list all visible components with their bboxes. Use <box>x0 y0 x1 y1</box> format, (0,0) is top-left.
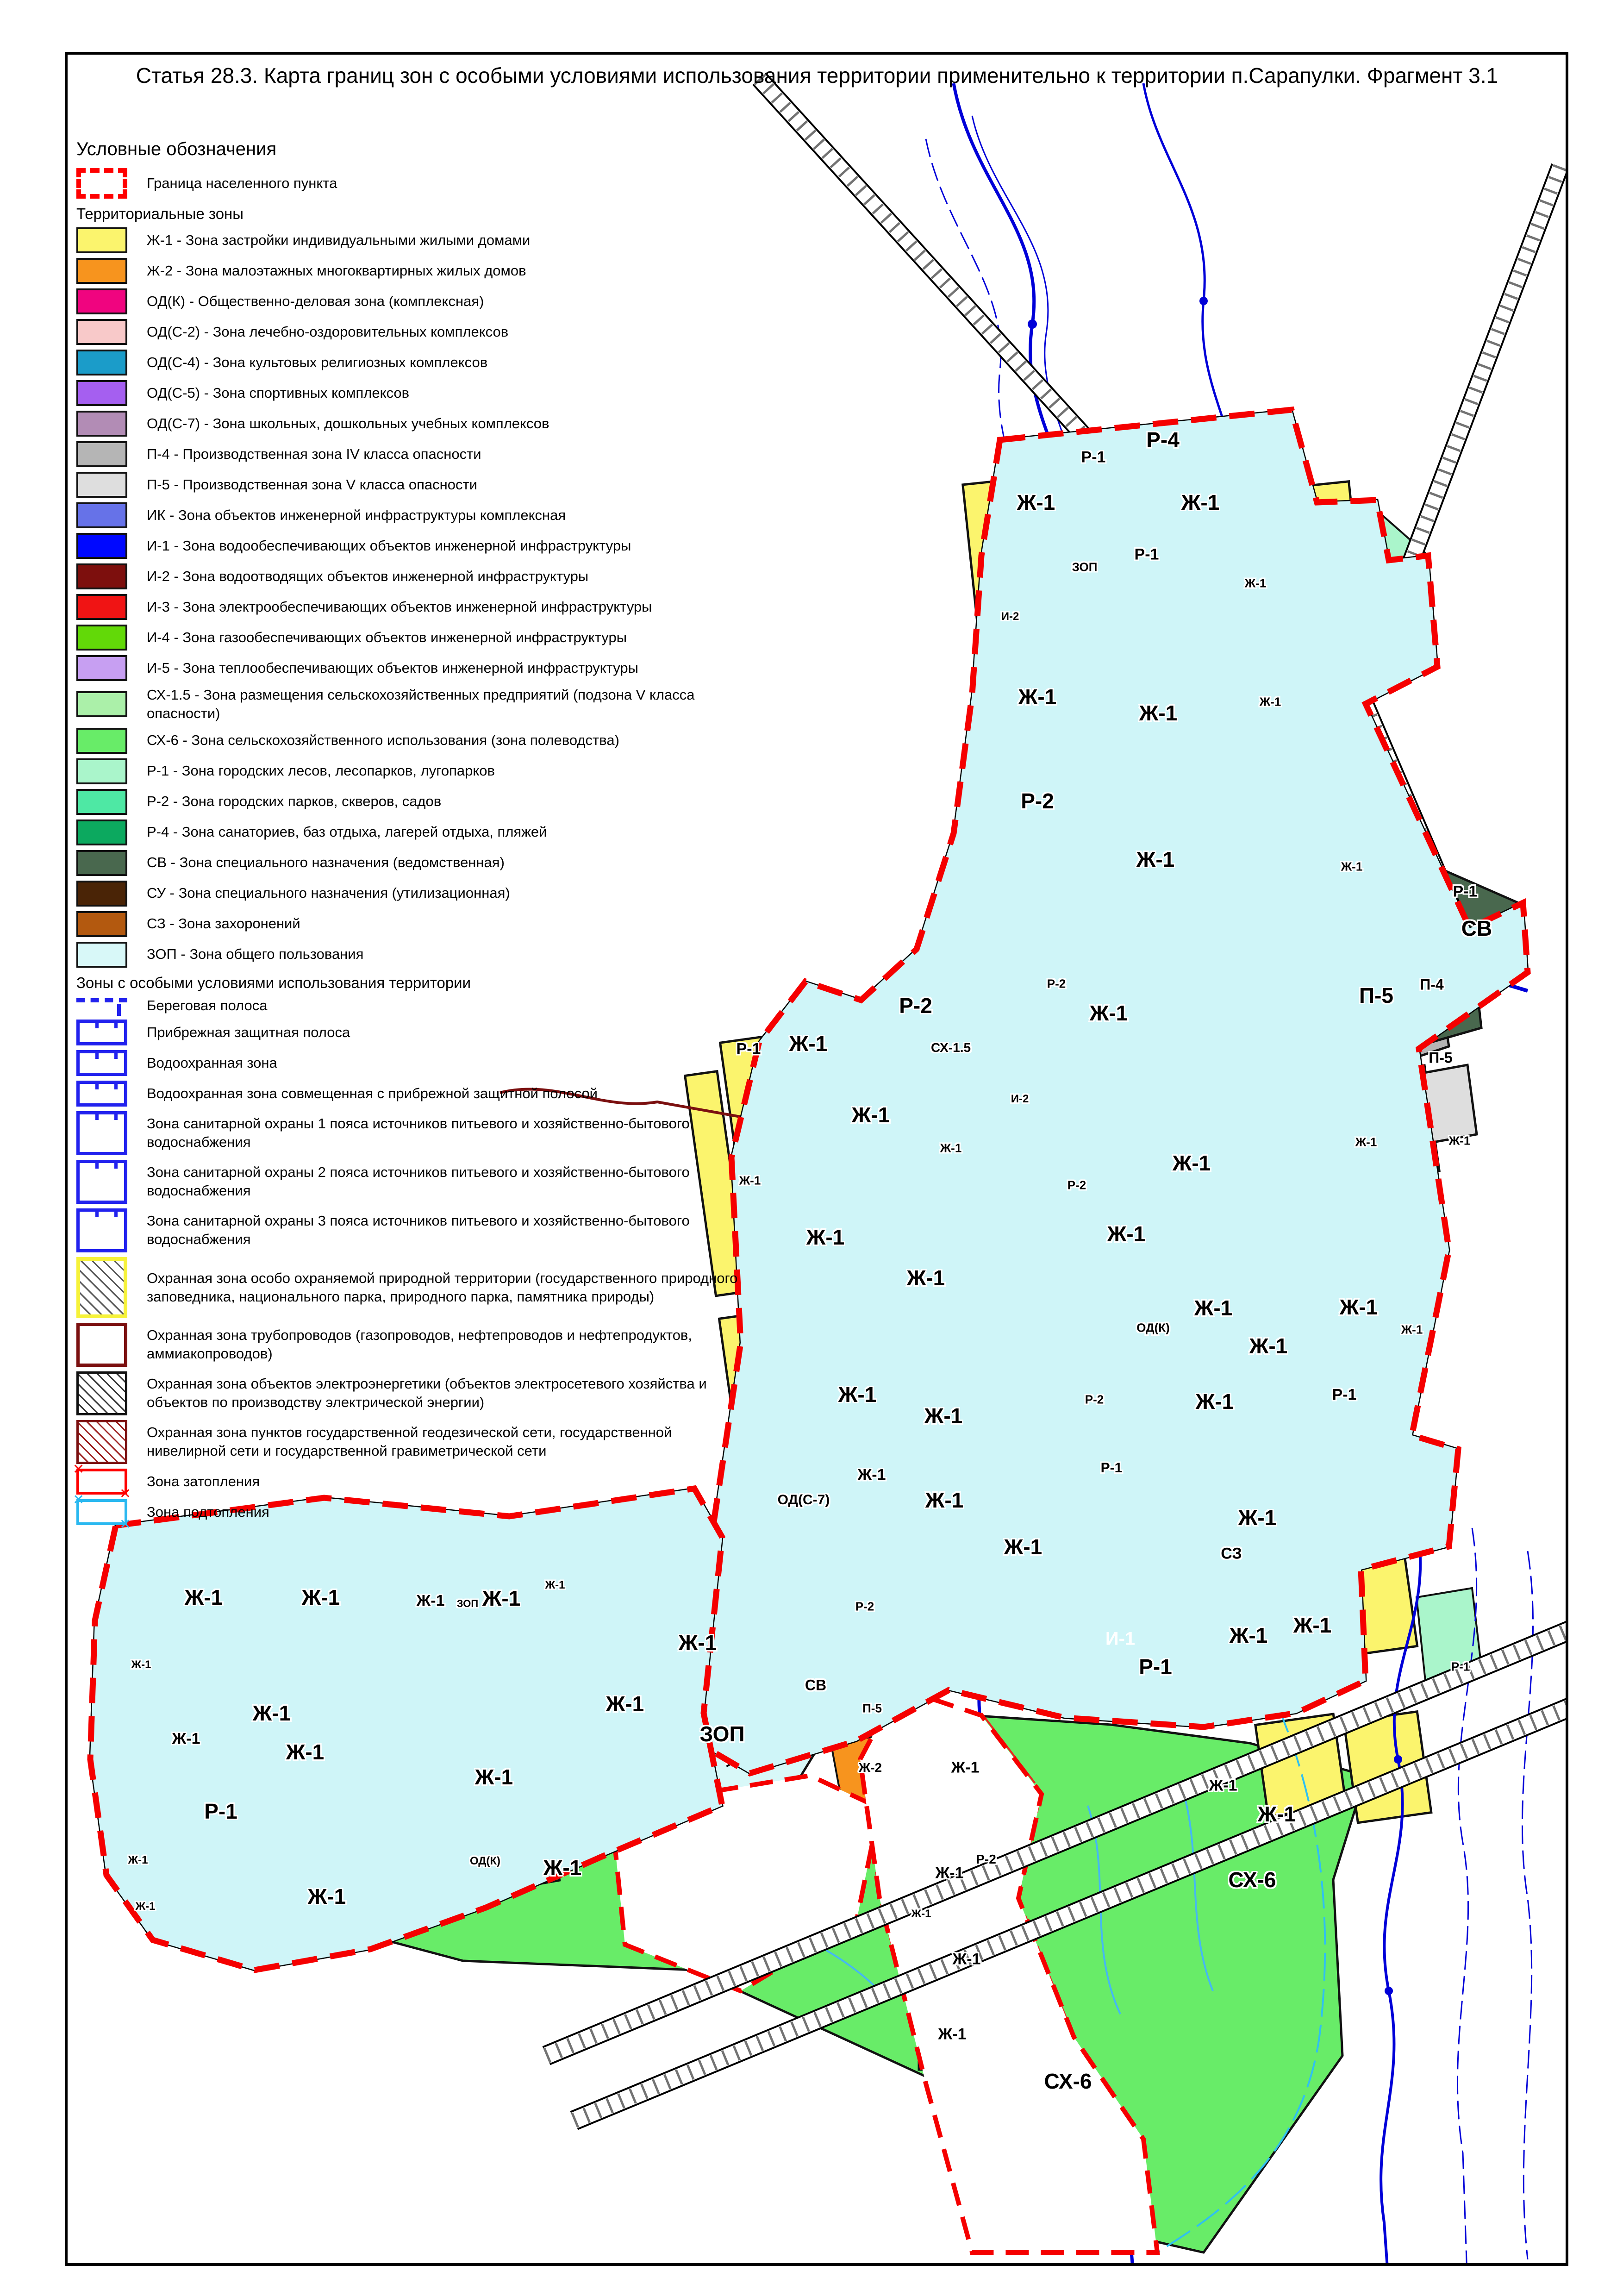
legend-item-label: СУ - Зона специального назначения (утилизационная) <box>147 885 510 901</box>
legend-item-label: И-4 - Зона газообеспечивающих объектов инженерной инфраструктуры <box>147 629 627 645</box>
map-zone-label-Р-2: Р-2 <box>1085 1392 1104 1407</box>
map-zone-label-Ж-1: Ж-1 <box>1172 1151 1211 1175</box>
map-zone-label-Р-1: Р-1 <box>1332 1386 1357 1404</box>
map-zone-label-Ж-1: Ж-1 <box>184 1585 223 1609</box>
zone-swatch <box>76 820 127 845</box>
zone-swatch <box>76 728 127 754</box>
legend-item-label: СВ - Зона специального назначения (ведомственная) <box>147 854 505 871</box>
legend-item-label: ОД(С-5) - Зона спортивных комплексов <box>147 384 410 401</box>
legend-item-ОД(С-4) <box>76 350 771 375</box>
legend-item-label: Водоохранная зона совмещенная с прибрежной защитной полосой <box>147 1085 598 1101</box>
bluebox-swatch <box>76 1160 127 1204</box>
legend-item-label: Зона затопления <box>147 1473 260 1489</box>
legend-item-Р-1 <box>76 758 771 784</box>
territorial-zones-list <box>76 227 771 968</box>
legend-header: Условные обозначения <box>76 139 277 159</box>
zone-swatch <box>76 288 127 314</box>
hatch-yellow-swatch <box>76 1257 127 1318</box>
map-zone-label-Ж-1: Ж-1 <box>1249 1334 1288 1358</box>
map-zone-label-И-1: И-1 <box>1105 1628 1136 1649</box>
legend-special-item-7 <box>76 1257 771 1318</box>
map-zone-label-Р-2: Р-2 <box>976 1852 996 1866</box>
legend-special-item-12 <box>76 1499 771 1525</box>
legend-item-label: Р-4 - Зона санаториев, баз отдыха, лагерей отдыха, пляжей <box>147 824 547 840</box>
map-zone-label-Ж-1: Ж-1 <box>940 1141 962 1155</box>
map-zone-label-ОД(К): ОД(К) <box>1136 1320 1170 1335</box>
map-zone-label-Р-2: Р-2 <box>855 1599 874 1614</box>
legend-item-label: СХ-1.5 - Зона размещения сельскохозяйственных предприятий (подзона V класса опасности) <box>147 687 695 722</box>
legend-item-label: Граница населенного пункта <box>147 175 337 191</box>
zone-swatch <box>76 594 127 620</box>
bluebox-swatch <box>76 1208 127 1252</box>
legend-item-label: Зона санитарной охраны 1 пояса источников питьевого и хозяйственно-бытового водоснабжения <box>147 1115 690 1151</box>
outline-darkred-swatch <box>76 1323 127 1367</box>
zone-swatch <box>76 227 127 253</box>
legend-item-label: ОД(С-2) - Зона лечебно-оздоровительных комплексов <box>147 323 509 340</box>
map-zone-label-Р-1: Р-1 <box>1100 1460 1123 1476</box>
bluebox-swatch <box>76 1020 127 1045</box>
map-zone-label-Р-2: Р-2 <box>899 994 932 1018</box>
legend-item-label: П-4 - Производственная зона IV класса опасности <box>147 445 481 462</box>
zone-swatch <box>76 655 127 681</box>
map-zone-label-СХ-6: СХ-6 <box>1044 2069 1092 2093</box>
hatch-black-swatch <box>76 1371 127 1415</box>
bluebox-swatch <box>76 1111 127 1155</box>
legend-item-И-2 <box>76 563 771 589</box>
bluebox-swatch <box>76 1050 127 1076</box>
zone-swatch <box>76 502 127 528</box>
map-zone-label-Ж-1: Ж-1 <box>925 1488 964 1512</box>
map-zone-label-Ж-1: Ж-1 <box>1238 1506 1277 1530</box>
legend-item-СЗ <box>76 911 771 937</box>
legend-item-label: СЗ - Зона захоронений <box>147 915 300 932</box>
dashline-swatch <box>76 996 127 1015</box>
legend-item-label: Береговая полоса <box>147 997 268 1013</box>
legend-special-item-6 <box>76 1208 771 1252</box>
map-zone-label-Ж-1: Ж-1 <box>806 1225 845 1249</box>
map-zone-label-Ж-1: Ж-1 <box>1448 1133 1471 1148</box>
map-zone-label-Ж-1: Ж-1 <box>1018 685 1057 709</box>
map-zone-label-Ж-1: Ж-1 <box>1017 490 1055 514</box>
map-zone-label-Ж-1: Ж-1 <box>1259 694 1281 709</box>
map-zone-label-ЗОП: ЗОП <box>1072 560 1098 574</box>
legend-item-СХ-6 <box>76 728 771 754</box>
legend-item-settlement-boundary <box>76 168 771 199</box>
special-zones-list <box>76 996 771 1525</box>
map-zone-label-Ж-1: Ж-1 <box>1136 847 1175 871</box>
map-zone-label-Ж-1: Ж-1 <box>606 1692 644 1716</box>
map-zone-label-Ж-1: Ж-1 <box>838 1383 877 1407</box>
x-cyan-swatch <box>76 1499 127 1525</box>
zone-swatch <box>76 411 127 437</box>
map-zone-label-Ж-1: Ж-1 <box>545 1579 565 1591</box>
map-zone-label-Р-2: Р-2 <box>1067 1178 1086 1192</box>
map-zone-label-Ж-1: Ж-1 <box>1004 1535 1042 1559</box>
map-zone-label-И-2: И-2 <box>1011 1093 1029 1105</box>
legend-item-ИК <box>76 502 771 528</box>
map-zone-label-Ж-1: Ж-1 <box>128 1854 148 1866</box>
map-zone-label-Ж-1: Ж-1 <box>307 1884 346 1908</box>
zone-swatch <box>76 789 127 815</box>
legend-special-item-1 <box>76 1020 771 1045</box>
page-title: Статья 28.3. Карта границ зон с особыми условиями использования территории применительно к территории п.Сарапулки. Фрагмент 3.1 <box>136 63 1498 88</box>
map-zone-label-И-2: И-2 <box>1001 610 1019 623</box>
territorial-zones-header: Территориальные зоны <box>76 205 244 222</box>
map-zone-label-Р-1: Р-1 <box>1451 1659 1470 1674</box>
map-zone-label-Ж-1: Ж-1 <box>131 1658 151 1671</box>
map-zone-label-СХ-6: СХ-6 <box>1228 1868 1276 1892</box>
map-zone-label-Р-1: Р-1 <box>1453 882 1478 901</box>
legend-item-label: Охранная зона трубопроводов (газопроводов, нефтепроводов и нефтепродуктов, аммиакопроводов) <box>147 1327 693 1362</box>
legend-special-item-2 <box>76 1050 771 1076</box>
legend-item-И-4 <box>76 625 771 651</box>
map-zone-label-Ж-1: Ж-1 <box>1355 1135 1377 1149</box>
bluebox-swatch <box>76 1081 127 1107</box>
zone-swatch <box>76 881 127 907</box>
legend-item-label: ОД(К) - Общественно-деловая зона (комплексная) <box>147 293 484 309</box>
legend-item-label: Зона подтопления <box>147 1503 269 1520</box>
map-zone-label-П-4: П-4 <box>1420 976 1444 993</box>
zone-swatch <box>76 380 127 406</box>
zone-swatch <box>76 533 127 559</box>
map-zone-label-Ж-1: Ж-1 <box>1229 1623 1268 1647</box>
legend-special-item-11 <box>76 1469 771 1495</box>
zone-swatch <box>76 625 127 651</box>
map-zone-label-Ж-1: Ж-1 <box>1194 1296 1233 1320</box>
legend-item-ОД(С-7) <box>76 411 771 437</box>
legend-item-label: ЗОП - Зона общего пользования <box>147 946 364 963</box>
map-zone-label-Ж-1: Ж-1 <box>252 1701 291 1725</box>
zone-swatch <box>76 350 127 375</box>
legend-item-И-1 <box>76 533 771 559</box>
map-zone-label-П-5: П-5 <box>1359 983 1393 1007</box>
legend-item-СВ <box>76 850 771 876</box>
legend-item-label: ОД(С-7) - Зона школьных, дошкольных учебных комплексов <box>147 415 549 432</box>
map-zone-label-Ж-1: Ж-1 <box>935 1864 964 1882</box>
map-zone-label-Ж-1: Ж-1 <box>911 1908 931 1920</box>
map-zone-label-П-5: П-5 <box>1429 1049 1453 1066</box>
legend-item-П-4 <box>76 441 771 467</box>
map-zone-label-Р-1: Р-1 <box>1139 1655 1172 1679</box>
legend-item-label: Водоохранная зона <box>147 1054 277 1071</box>
map-zone-label-Ж-1: Ж-1 <box>952 1950 981 1968</box>
map-zone-label-Ж-1: Ж-1 <box>172 1730 200 1748</box>
settlement-boundary-swatch <box>76 168 127 199</box>
map-zone-label-Ж-1: Ж-1 <box>1209 1777 1237 1795</box>
legend-item-label: Охранная зона особо охраняемой природной территории (государственного природного заповедника, национального парка, природного парка, памятника природы) <box>147 1270 738 1305</box>
legend-item-И-3 <box>76 594 771 620</box>
map-zone-label-Ж-1: Ж-1 <box>789 1032 828 1056</box>
legend-item-label: Ж-2 - Зона малоэтажных многоквартирных жилых домов <box>147 262 526 279</box>
map-zone-label-СВ: СВ <box>805 1677 827 1694</box>
map-zone-label-П-5: П-5 <box>862 1701 882 1715</box>
legend-item-Ж-2 <box>76 258 771 284</box>
map-zone-label-Р-1: Р-1 <box>1081 448 1106 466</box>
map-zone-label-ОД(С-7): ОД(С-7) <box>777 1492 830 1508</box>
legend-item-ОД(К) <box>76 288 771 314</box>
legend-item-ОД(С-5) <box>76 380 771 406</box>
map-zone-label-Ж-1: Ж-1 <box>135 1900 156 1913</box>
legend-special-item-4 <box>76 1111 771 1155</box>
map-zone-label-Ж-1: Ж-1 <box>1339 1295 1378 1319</box>
map-zone-label-СВ: СВ <box>1461 916 1492 940</box>
map-zone-label-Ж-1: Ж-1 <box>416 1592 445 1610</box>
hatch-darkred-swatch <box>76 1420 127 1464</box>
legend-item-label: И-5 - Зона теплообеспечивающих объектов инженерной инфраструктуры <box>147 659 638 676</box>
legend-item-label: П-5 - Производственная зона V класса опасности <box>147 476 477 493</box>
legend-item-label: Ж-1 - Зона застройки индивидуальными жилыми домами <box>147 231 531 248</box>
map-zone-label-Ж-1: Ж-1 <box>851 1103 890 1127</box>
map-zone-label-Ж-1: Ж-1 <box>474 1765 513 1789</box>
zone-swatch <box>76 472 127 498</box>
legend-item-label: И-3 - Зона электрообеспечивающих объектов инженерной инфраструктуры <box>147 598 652 615</box>
map-zone-label-Ж-1: Ж-1 <box>1293 1613 1332 1637</box>
legend-item-label: ИК - Зона объектов инженерной инфраструктуры комплексная <box>147 507 566 523</box>
legend-special-item-9 <box>76 1371 771 1415</box>
map-zone-label-ЗОП: ЗОП <box>699 1722 745 1746</box>
map-zone-label-Ж-1: Ж-1 <box>924 1404 963 1428</box>
legend-item-label: Охранная зона объектов электроэнергетики (объектов электросетевого хозяйства и объектов по производству электрической энергии) <box>147 1376 707 1411</box>
map-zone-label-Р-1: Р-1 <box>1134 545 1159 563</box>
legend-item-ОД(С-2) <box>76 319 771 345</box>
map-zone-label-Ж-1: Ж-1 <box>482 1586 521 1610</box>
zone-swatch <box>76 563 127 589</box>
zone-swatch <box>76 942 127 968</box>
map-zone-label-Ж-1: Ж-1 <box>857 1466 886 1484</box>
map-zone-label-СЗ: СЗ <box>1221 1545 1242 1563</box>
map-zone-label-Ж-1: Ж-1 <box>1341 859 1363 874</box>
legend-item-label: Зона санитарной охраны 2 пояса источников питьевого и хозяйственно-бытового водоснабжения <box>147 1164 690 1199</box>
zone-swatch <box>76 258 127 284</box>
map-zone-label-Ж-1: Ж-1 <box>286 1740 325 1764</box>
map-zone-label-Ж-1: Ж-1 <box>1401 1322 1423 1337</box>
legend-item-СУ <box>76 881 771 907</box>
legend-special-item-0 <box>76 996 771 1015</box>
legend-special-item-3 <box>76 1081 771 1107</box>
zone-swatch <box>76 319 127 345</box>
map-zone-label-Ж-1: Ж-1 <box>739 1173 761 1188</box>
map-zone-label-Ж-1: Ж-1 <box>1244 576 1267 590</box>
legend-item-Р-4 <box>76 820 771 845</box>
map-zone-label-Ж-1: Ж-1 <box>1089 1001 1128 1025</box>
zone-swatch <box>76 691 127 717</box>
map-zone-label-Ж-1: Ж-1 <box>1195 1389 1234 1414</box>
map-zone-label-Ж-1: Ж-1 <box>1139 701 1178 725</box>
legend-item-label: Р-1 - Зона городских лесов, лесопарков, лугопарков <box>147 763 495 779</box>
map-zone-label-Ж-1: Ж-1 <box>1181 490 1220 514</box>
legend-item-label: И-1 - Зона водообеспечивающих объектов инженерной инфраструктуры <box>147 537 631 554</box>
legend-special-item-10 <box>76 1420 771 1464</box>
legend-item-СХ-1.5 <box>76 686 771 723</box>
map-zone-label-Ж-1: Ж-1 <box>938 2025 967 2043</box>
legend-item-П-5 <box>76 472 771 498</box>
zone-swatch <box>76 441 127 467</box>
zone-swatch <box>76 850 127 876</box>
map-zone-label-Р-4: Р-4 <box>1146 428 1180 452</box>
legend-item-label: Зона санитарной охраны 3 пояса источников питьевого и хозяйственно-бытового водоснабжения <box>147 1213 690 1248</box>
legend-special-item-8 <box>76 1323 771 1367</box>
map-zone-label-Ж-1: Ж-1 <box>1107 1222 1146 1246</box>
map-zone-label-Ж-1: Ж-1 <box>1257 1802 1296 1826</box>
map-zone-label-Ж-1: Ж-1 <box>301 1585 340 1609</box>
map-zone-label-Р-2: Р-2 <box>1047 976 1066 991</box>
zone-swatch <box>76 758 127 784</box>
zone-swatch <box>76 911 127 937</box>
legend-item-label: ОД(С-4) - Зона культовых религиозных комплексов <box>147 354 488 370</box>
legend-item-label: Охранная зона пунктов государственной геодезической сети, государственной нивелирной сети и государственной гравиметрической сети <box>147 1424 672 1459</box>
map-zone-label-Ж-1: Ж-1 <box>543 1856 582 1880</box>
legend-item-ЗОП <box>76 942 771 968</box>
map-zone-label-Р-1: Р-1 <box>736 1040 761 1058</box>
map-zone-label-Ж-1: Ж-1 <box>951 1758 980 1777</box>
map-zone-label-Ж-1: Ж-1 <box>678 1631 717 1655</box>
map-zone-label-Ж-2: Ж-2 <box>858 1760 882 1775</box>
legend-item-Ж-1 <box>76 227 771 253</box>
special-zones-header: Зоны с особыми условиями использования территории <box>76 974 471 991</box>
legend-item-label: Р-2 - Зона городских парков, скверов, садов <box>147 793 442 810</box>
legend-item-Р-2 <box>76 789 771 815</box>
legend-item-И-5 <box>76 655 771 681</box>
map-zone-label-СХ-1.5: СХ-1.5 <box>930 1040 971 1055</box>
legend-item-label: СХ-6 - Зона сельскохозяйственного использования (зона полеводства) <box>147 732 619 749</box>
map-zone-label-ЗОП: ЗОП <box>456 1598 479 1609</box>
map-zone-label-Р-2: Р-2 <box>1021 789 1054 813</box>
legend <box>76 139 771 1530</box>
legend-special-item-5 <box>76 1160 771 1204</box>
legend-item-label: И-2 - Зона водоотводящих объектов инженерной инфраструктуры <box>147 568 589 584</box>
x-red-swatch <box>76 1469 127 1495</box>
map-zone-label-Р-1: Р-1 <box>204 1799 237 1823</box>
legend-item-label: Прибрежная защитная полоса <box>147 1024 350 1040</box>
map-zone-label-ОД(К): ОД(К) <box>469 1855 501 1867</box>
map-zone-label-Ж-1: Ж-1 <box>906 1266 945 1290</box>
